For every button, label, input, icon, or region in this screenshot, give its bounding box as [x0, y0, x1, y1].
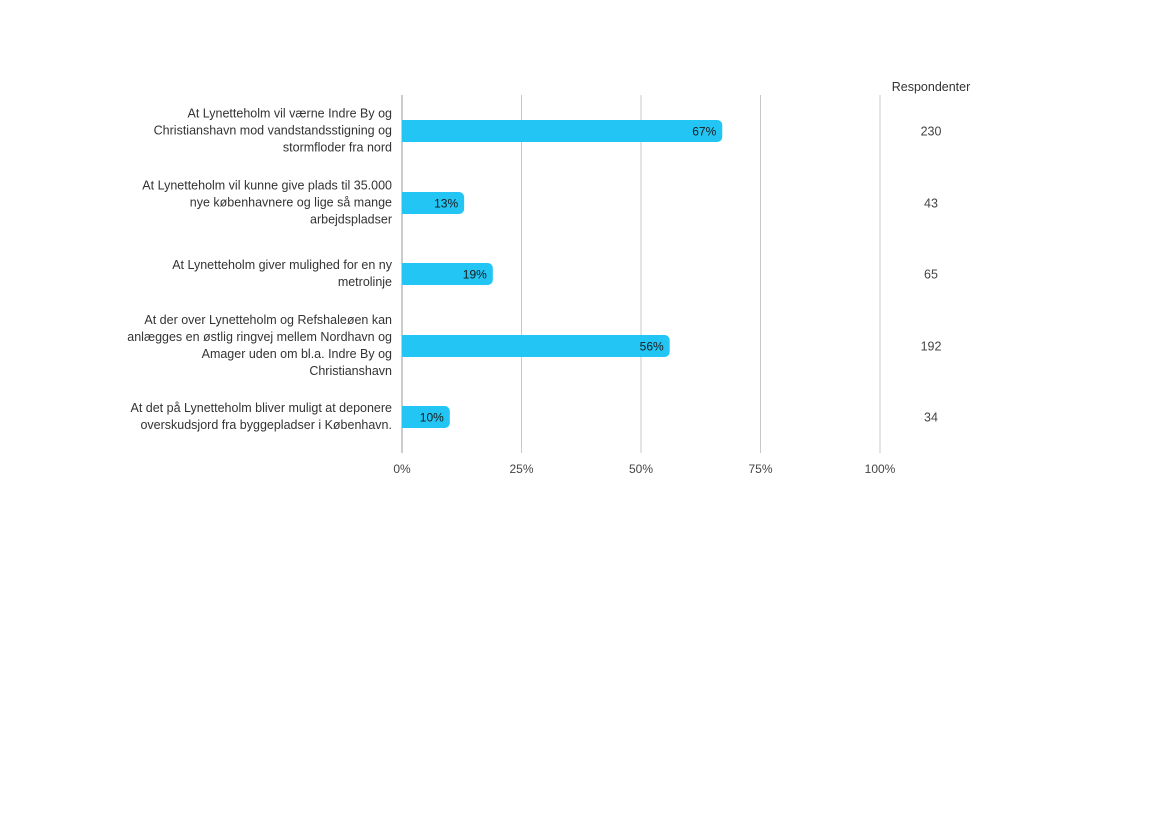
x-tick-label: 100%: [864, 462, 896, 476]
respondent-count: 43: [924, 196, 938, 211]
category-label: At det på Lynetteholm bliver muligt at deponere overskudsjord fra byggepladser i København.: [130, 401, 392, 432]
value-label: 67%: [692, 124, 717, 139]
bar-left-edge: [402, 406, 408, 428]
value-label: 19%: [462, 267, 487, 282]
category-label: At Lynetteholm vil værne Indre By og Christianshavn mod vandstandsstigning og stormfloder fra nord: [153, 106, 392, 155]
bar: [402, 335, 670, 357]
respondent-count: 34: [924, 410, 938, 425]
bar-left-edge: [402, 263, 408, 285]
bar: [402, 120, 722, 142]
respondents-header: Respondenter: [891, 80, 971, 94]
x-tick-label: 25%: [509, 462, 534, 476]
x-tick-label: 75%: [748, 462, 773, 476]
value-label: 10%: [419, 410, 444, 425]
respondent-count: 230: [920, 124, 942, 139]
value-label: 56%: [639, 339, 664, 354]
x-tick-label: 0%: [393, 462, 411, 476]
category-label: At Lynetteholm giver mulighed for en ny metrolinje: [172, 258, 392, 289]
category-label: At der over Lynetteholm og Refshaleøen kan anlægges en østlig ringvej mellem Nordhavn og Amager uden om bl.a. Indre By og Christianshavn: [127, 313, 392, 378]
x-tick-label: 50%: [628, 462, 654, 476]
respondent-count: 65: [924, 267, 938, 282]
respondent-count: 192: [920, 339, 942, 354]
bar-left-edge: [402, 120, 408, 142]
bar-left-edge: [402, 192, 408, 214]
value-label: 13%: [434, 196, 459, 211]
category-label: At Lynetteholm vil kunne give plads til 35.000 nye københavnere og lige så mange arbejdspladser: [142, 178, 392, 227]
bar-left-edge: [402, 335, 408, 357]
